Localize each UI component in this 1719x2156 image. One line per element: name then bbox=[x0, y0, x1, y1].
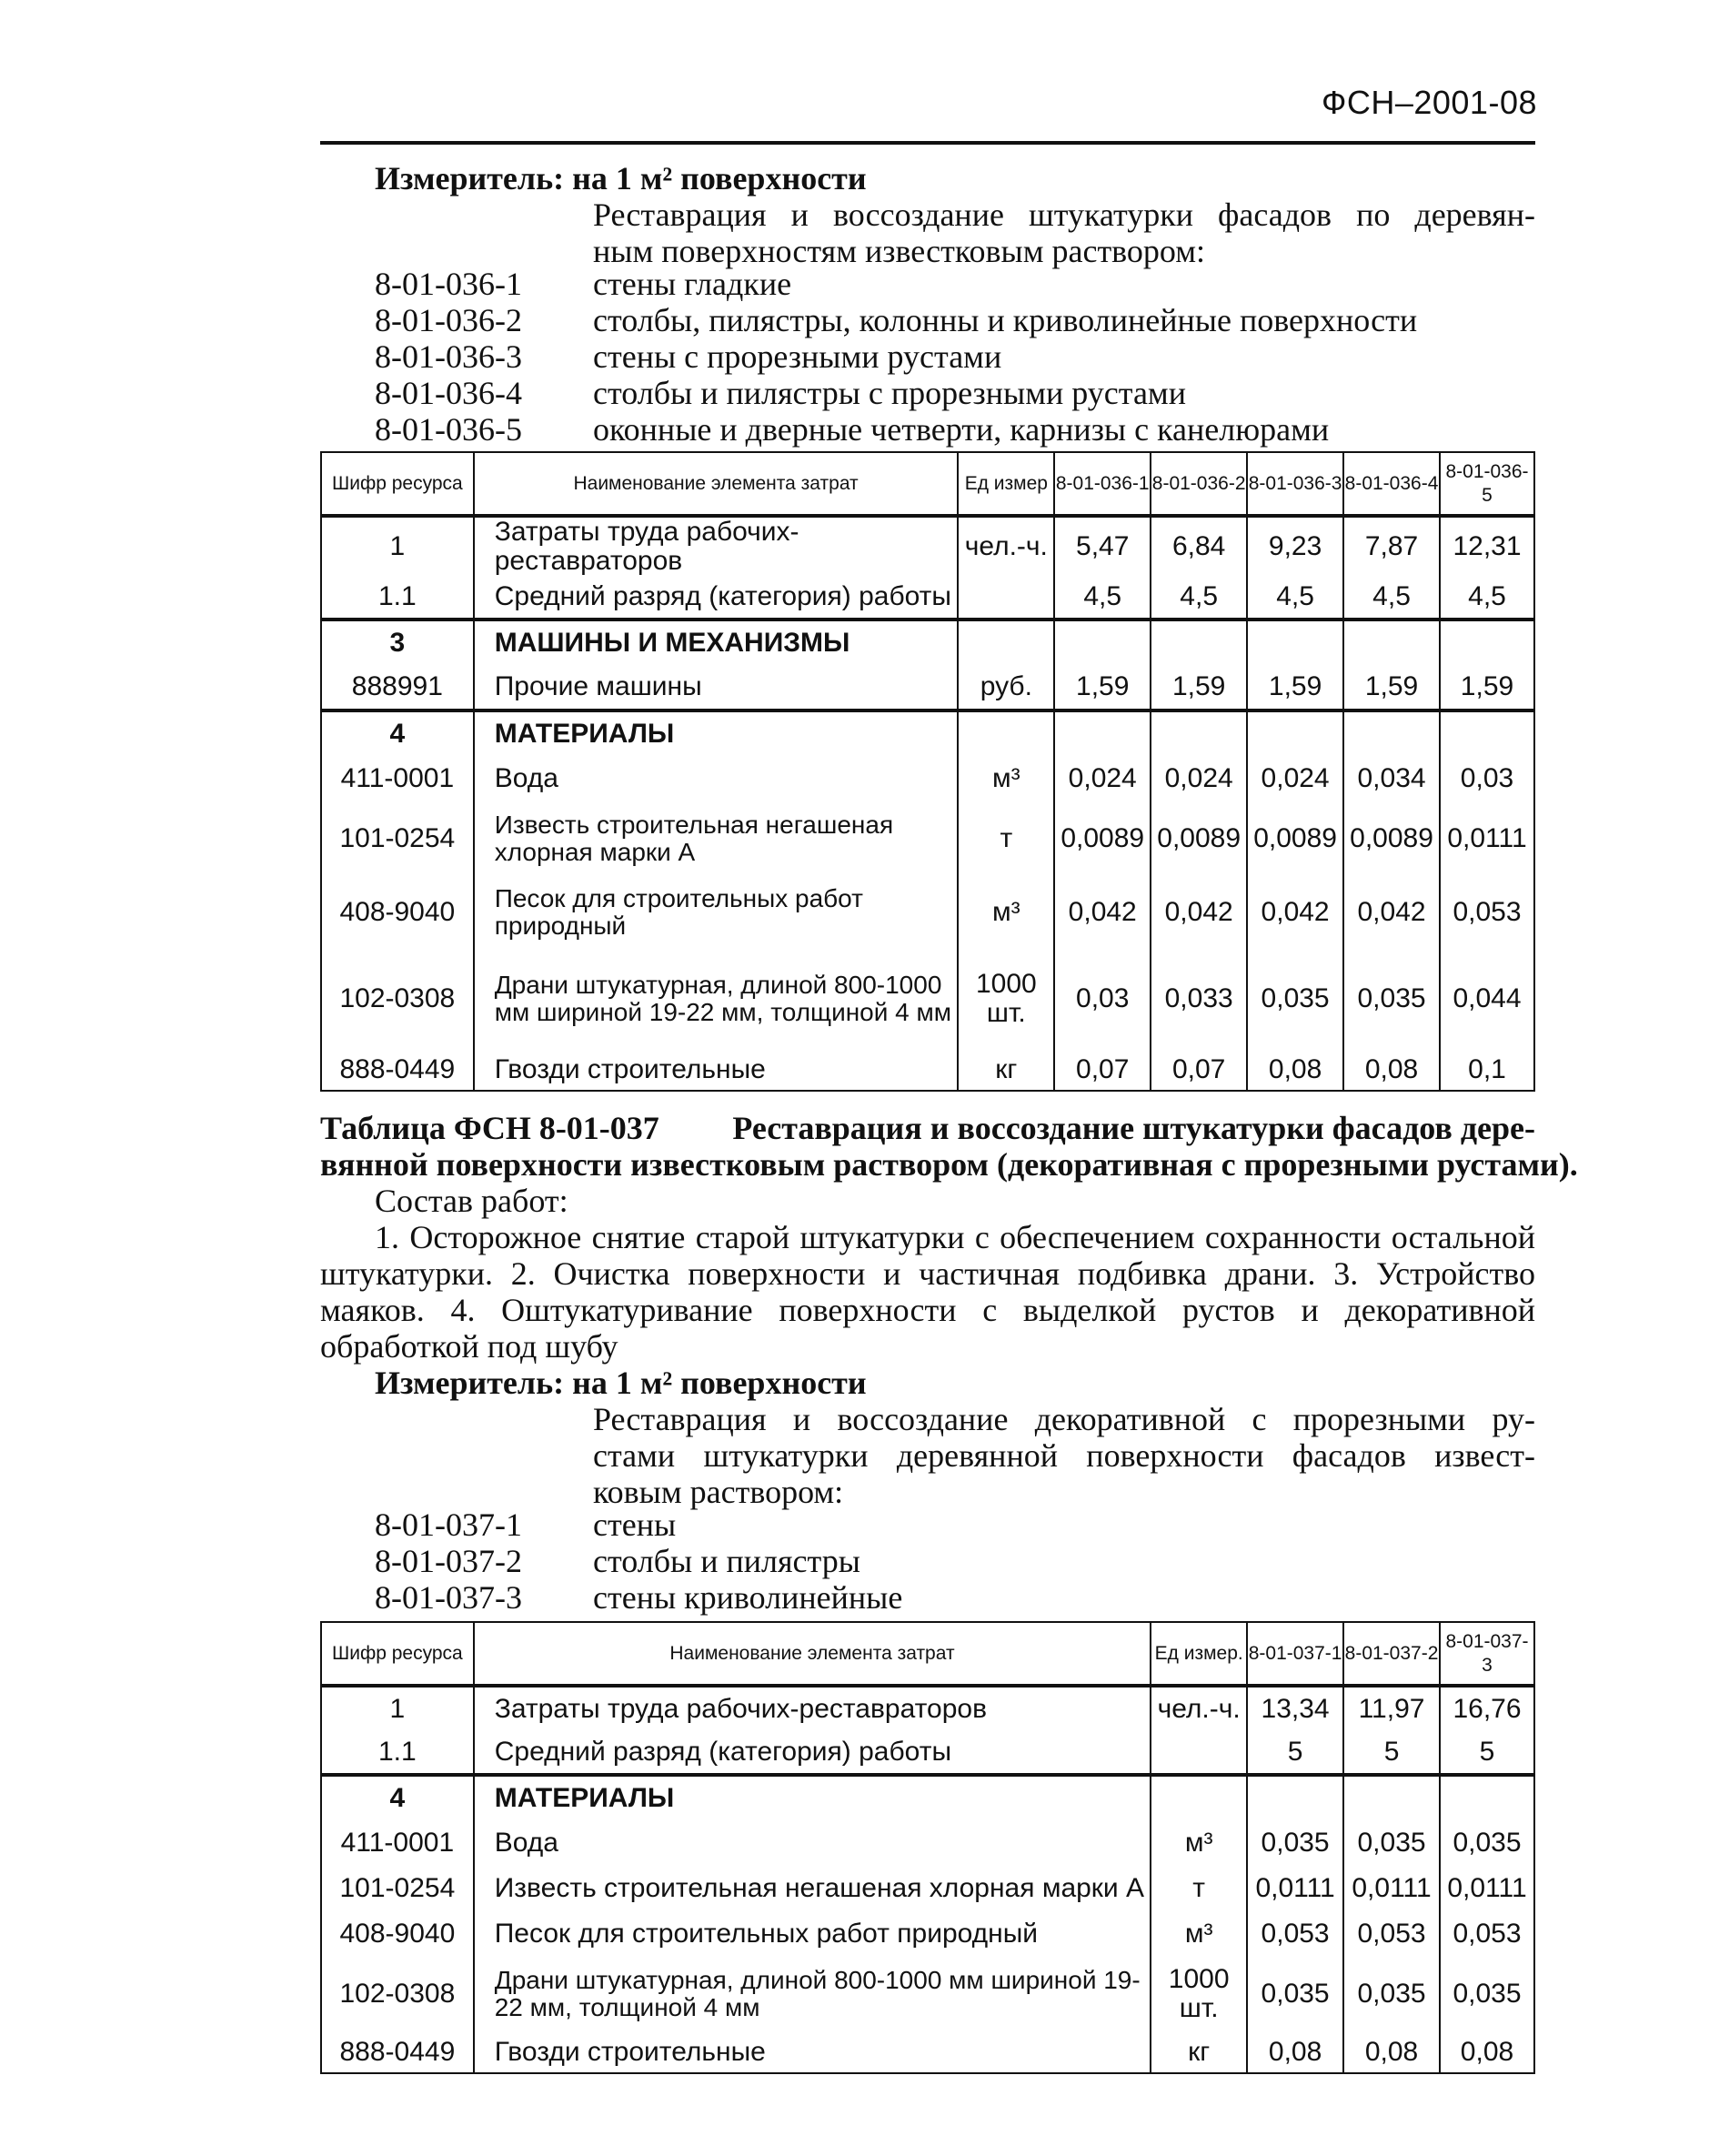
cell-value: 5,47 bbox=[1054, 516, 1151, 576]
cell-value: 0,0111 bbox=[1440, 801, 1534, 876]
position-list bbox=[375, 1506, 902, 1616]
cell-value: 12,31 bbox=[1440, 516, 1534, 576]
cell-name: Драни штукатурная, длиной 800-1000 мм шириной 19-22 мм, толщиной 4 мм bbox=[474, 949, 959, 1049]
header-col: 8-01-036-2 bbox=[1151, 452, 1247, 516]
position-code: 8-01-037-2 bbox=[375, 1543, 522, 1579]
cell-value: 7,87 bbox=[1343, 516, 1440, 576]
cell-value: 0,024 bbox=[1247, 756, 1343, 801]
table-title-desc-cont: вянной поверхности известковым раствором (декоративная с прорезными рустами). bbox=[320, 1146, 1578, 1183]
cell-unit: кг bbox=[958, 1049, 1054, 1091]
position-code: 8-01-037-3 bbox=[375, 1579, 522, 1616]
cell-value: 4,5 bbox=[1440, 576, 1534, 620]
cell-unit: кг bbox=[1151, 2031, 1247, 2073]
resource-table-036 bbox=[320, 451, 1535, 1092]
cell-cipher: 888-0449 bbox=[321, 2031, 474, 2073]
cell-unit: т bbox=[958, 801, 1054, 876]
cell-cipher: 102-0308 bbox=[321, 949, 474, 1049]
cell-value: 0,07 bbox=[1151, 1049, 1247, 1091]
cell-value: 0,0089 bbox=[1247, 801, 1343, 876]
table-row bbox=[321, 2031, 1534, 2073]
position-item bbox=[375, 375, 1417, 411]
cell-value: 0,033 bbox=[1151, 949, 1247, 1049]
header-unit: Ед измер. bbox=[1151, 1622, 1247, 1686]
section-title: МАТЕРИАЛЫ bbox=[474, 1775, 1151, 1820]
header-col: 8-01-037-3 bbox=[1440, 1622, 1534, 1686]
cell-value: 0,044 bbox=[1440, 949, 1534, 1049]
resource-table-037 bbox=[320, 1621, 1535, 2074]
cell-value: 4,5 bbox=[1151, 576, 1247, 620]
header-col: 8-01-036-1 bbox=[1054, 452, 1151, 516]
table-row bbox=[321, 949, 1534, 1049]
meter-heading: Измеритель: на 1 м² поверхности bbox=[375, 1365, 867, 1401]
header-cipher: Шифр ресурса bbox=[321, 452, 474, 516]
cell-value: 0,035 bbox=[1247, 1820, 1343, 1866]
position-desc: стены с прорезными рустами bbox=[593, 338, 1002, 375]
cell-value: 0,035 bbox=[1247, 1957, 1343, 2031]
cell-name: Гвозди строительные bbox=[474, 2031, 1151, 2073]
cell-value: 0,0111 bbox=[1247, 1866, 1343, 1911]
cell-name: Известь строительная негашеная хлорная марки А bbox=[474, 801, 959, 876]
cell-value: 0,03 bbox=[1054, 949, 1151, 1049]
table-row bbox=[321, 1820, 1534, 1866]
cell-name: Затраты труда рабочих-реставраторов bbox=[474, 1686, 1151, 1731]
cell-name: Прочие машины bbox=[474, 665, 959, 710]
position-list bbox=[375, 266, 1417, 448]
cell-value: 0,03 bbox=[1440, 756, 1534, 801]
cell-value: 0,042 bbox=[1343, 876, 1440, 949]
cell-value: 4,5 bbox=[1054, 576, 1151, 620]
position-code: 8-01-036-3 bbox=[375, 338, 522, 375]
section-title: МАТЕРИАЛЫ bbox=[474, 710, 959, 756]
header-col: 8-01-036-5 bbox=[1440, 452, 1534, 516]
position-desc: столбы и пилястры bbox=[593, 1543, 860, 1579]
intro-line: стами штукатурки деревянной поверхности фасадов извест- bbox=[593, 1437, 1535, 1474]
cell-value: 0,08 bbox=[1343, 1049, 1440, 1091]
cell-cipher: 1 bbox=[321, 1686, 474, 1731]
table-row bbox=[321, 1686, 1534, 1731]
header-unit: Ед измер bbox=[958, 452, 1054, 516]
cell-unit: чел.-ч. bbox=[958, 516, 1054, 576]
cell-cipher: 1 bbox=[321, 516, 474, 576]
cell-name: Вода bbox=[474, 1820, 1151, 1866]
cell-name: Песок для строительных работ природный bbox=[474, 876, 959, 949]
section-title: МАШИНЫ И МЕХАНИЗМЫ bbox=[474, 620, 959, 665]
position-item bbox=[375, 1579, 902, 1616]
table-row bbox=[321, 1731, 1534, 1775]
table-row bbox=[321, 756, 1534, 801]
cell-value: 0,0089 bbox=[1054, 801, 1151, 876]
position-item bbox=[375, 1543, 902, 1579]
cell-cipher: 101-0254 bbox=[321, 801, 474, 876]
cell-unit: м³ bbox=[1151, 1911, 1247, 1957]
meter-heading: Измеритель: на 1 м² поверхности bbox=[375, 160, 867, 196]
cell-cipher: 101-0254 bbox=[321, 1866, 474, 1911]
cell-value: 0,0089 bbox=[1343, 801, 1440, 876]
table-row bbox=[321, 576, 1534, 620]
cell-value: 1,59 bbox=[1343, 665, 1440, 710]
table-header-row bbox=[321, 452, 1534, 516]
cell-value: 0,035 bbox=[1440, 1820, 1534, 1866]
intro-line: ковым раствором: bbox=[593, 1474, 844, 1510]
cell-value: 16,76 bbox=[1440, 1686, 1534, 1731]
cell-value: 0,053 bbox=[1343, 1911, 1440, 1957]
table-header-row bbox=[321, 1622, 1534, 1686]
cell-value: 0,042 bbox=[1054, 876, 1151, 949]
cell-unit bbox=[958, 576, 1054, 620]
document-code: ФСН–2001-08 bbox=[1321, 84, 1537, 121]
cell-value: 5 bbox=[1247, 1731, 1343, 1775]
cell-unit: м³ bbox=[958, 876, 1054, 949]
cell-unit: чел.-ч. bbox=[1151, 1686, 1247, 1731]
table-title: Таблица ФСН 8-01-037 bbox=[320, 1110, 659, 1146]
header-col: 8-01-036-4 bbox=[1343, 452, 1440, 516]
works-text: 1. Осторожное снятие старой штукатурки с обеспечением сохранности остальной штукатурки. 2. Очистка поверхности и частичная подбивка драни. 3. Устройство маяков. 4. Оштукатуривание поверхности с выделкой рустов и декоративной обработкой под шубу bbox=[320, 1219, 1535, 1365]
cell-value: 0,08 bbox=[1440, 2031, 1534, 2073]
cell-value: 1,59 bbox=[1440, 665, 1534, 710]
position-item bbox=[375, 411, 1417, 448]
section-row bbox=[321, 620, 1534, 665]
section-cipher: 3 bbox=[321, 620, 474, 665]
cell-value: 0,042 bbox=[1151, 876, 1247, 949]
cell-value: 0,024 bbox=[1054, 756, 1151, 801]
cell-unit bbox=[1151, 1731, 1247, 1775]
position-code: 8-01-036-4 bbox=[375, 375, 522, 411]
position-item bbox=[375, 338, 1417, 375]
cell-unit: т bbox=[1151, 1866, 1247, 1911]
cell-value: 0,07 bbox=[1054, 1049, 1151, 1091]
position-desc: столбы и пилястры с прорезными рустами bbox=[593, 375, 1186, 411]
table-title-desc: Реставрация и воссоздание штукатурки фасадов дере- bbox=[732, 1110, 1535, 1146]
cell-value: 1,59 bbox=[1151, 665, 1247, 710]
cell-value: 0,024 bbox=[1151, 756, 1247, 801]
cell-name: Драни штукатурная, длиной 800-1000 мм шириной 19-22 мм, толщиной 4 мм bbox=[474, 1957, 1151, 2031]
position-item bbox=[375, 302, 1417, 338]
cell-cipher: 1.1 bbox=[321, 1731, 474, 1775]
header-name: Наименование элемента затрат bbox=[474, 1622, 1151, 1686]
cell-name: Песок для строительных работ природный bbox=[474, 1911, 1151, 1957]
cell-name: Вода bbox=[474, 756, 959, 801]
cell-unit: 1000 шт. bbox=[1151, 1957, 1247, 2031]
header-col: 8-01-037-1 bbox=[1247, 1622, 1343, 1686]
cell-value: 0,053 bbox=[1440, 1911, 1534, 1957]
cell-value: 11,97 bbox=[1343, 1686, 1440, 1731]
works-label: Состав работ: bbox=[375, 1183, 568, 1219]
cell-cipher: 408-9040 bbox=[321, 1911, 474, 1957]
cell-value: 0,08 bbox=[1247, 1049, 1343, 1091]
table-row bbox=[321, 1049, 1534, 1091]
position-desc: стены гладкие bbox=[593, 266, 792, 302]
section-row bbox=[321, 1775, 1534, 1820]
cell-value: 9,23 bbox=[1247, 516, 1343, 576]
table-row bbox=[321, 1866, 1534, 1911]
cell-value: 0,0089 bbox=[1151, 801, 1247, 876]
cell-name: Средний разряд (категория) работы bbox=[474, 1731, 1151, 1775]
position-code: 8-01-036-2 bbox=[375, 302, 522, 338]
cell-value: 4,5 bbox=[1247, 576, 1343, 620]
cell-value: 1,59 bbox=[1054, 665, 1151, 710]
intro-line: ным поверхностям известковым раствором: bbox=[593, 233, 1206, 269]
cell-unit: м³ bbox=[958, 756, 1054, 801]
cell-name: Затраты труда рабочих-реставраторов bbox=[474, 516, 959, 576]
cell-name: Известь строительная негашеная хлорная марки А bbox=[474, 1866, 1151, 1911]
cell-unit: руб. bbox=[958, 665, 1054, 710]
position-item bbox=[375, 1506, 902, 1543]
cell-value: 0,035 bbox=[1247, 949, 1343, 1049]
cell-cipher: 411-0001 bbox=[321, 756, 474, 801]
cell-value: 5 bbox=[1343, 1731, 1440, 1775]
cell-name: Средний разряд (категория) работы bbox=[474, 576, 959, 620]
cell-value: 0,053 bbox=[1247, 1911, 1343, 1957]
position-code: 8-01-036-1 bbox=[375, 266, 522, 302]
cell-value: 0,08 bbox=[1343, 2031, 1440, 2073]
position-desc: стены криволинейные bbox=[593, 1579, 903, 1616]
cell-value: 0,053 bbox=[1440, 876, 1534, 949]
section-cipher: 4 bbox=[321, 1775, 474, 1820]
intro-line: Реставрация и воссоздание декоративной с прорезными ру- bbox=[593, 1401, 1535, 1437]
cell-unit: 1000 шт. bbox=[958, 949, 1054, 1049]
header-name: Наименование элемента затрат bbox=[474, 452, 959, 516]
header-col: 8-01-036-3 bbox=[1247, 452, 1343, 516]
cell-cipher: 1.1 bbox=[321, 576, 474, 620]
header-rule bbox=[320, 141, 1535, 145]
table-row bbox=[321, 665, 1534, 710]
cell-cipher: 411-0001 bbox=[321, 1820, 474, 1866]
table-row bbox=[321, 516, 1534, 576]
position-desc: стены bbox=[593, 1506, 677, 1543]
cell-value: 0,035 bbox=[1343, 1957, 1440, 2031]
cell-value: 0,08 bbox=[1247, 2031, 1343, 2073]
cell-cipher: 102-0308 bbox=[321, 1957, 474, 2031]
cell-unit: м³ bbox=[1151, 1820, 1247, 1866]
cell-value: 0,035 bbox=[1440, 1957, 1534, 2031]
table-row bbox=[321, 876, 1534, 949]
cell-value: 6,84 bbox=[1151, 516, 1247, 576]
position-code: 8-01-036-5 bbox=[375, 411, 522, 448]
cell-value: 1,59 bbox=[1247, 665, 1343, 710]
cell-value: 13,34 bbox=[1247, 1686, 1343, 1731]
cell-value: 0,034 bbox=[1343, 756, 1440, 801]
table-row bbox=[321, 1911, 1534, 1957]
table-row bbox=[321, 801, 1534, 876]
section-row bbox=[321, 710, 1534, 756]
header-col: 8-01-037-2 bbox=[1343, 1622, 1440, 1686]
cell-name: Гвозди строительные bbox=[474, 1049, 959, 1091]
cell-cipher: 888-0449 bbox=[321, 1049, 474, 1091]
cell-value: 5 bbox=[1440, 1731, 1534, 1775]
cell-cipher: 408-9040 bbox=[321, 876, 474, 949]
section-cipher: 4 bbox=[321, 710, 474, 756]
cell-value: 0,042 bbox=[1247, 876, 1343, 949]
position-item bbox=[375, 266, 1417, 302]
cell-value: 0,035 bbox=[1343, 949, 1440, 1049]
table-title-line bbox=[320, 1110, 1535, 1146]
header-cipher: Шифр ресурса bbox=[321, 1622, 474, 1686]
table-row bbox=[321, 1957, 1534, 2031]
intro-line: Реставрация и воссоздание штукатурки фасадов по деревян- bbox=[593, 196, 1535, 233]
cell-value: 0,0111 bbox=[1343, 1866, 1440, 1911]
position-code: 8-01-037-1 bbox=[375, 1506, 522, 1543]
position-desc: столбы, пилястры, колонны и криволинейные поверхности bbox=[593, 302, 1418, 338]
cell-value: 4,5 bbox=[1343, 576, 1440, 620]
position-desc: оконные и дверные четверти, карнизы с канелюрами bbox=[593, 411, 1330, 448]
cell-value: 0,1 bbox=[1440, 1049, 1534, 1091]
cell-cipher: 888991 bbox=[321, 665, 474, 710]
cell-value: 0,035 bbox=[1343, 1820, 1440, 1866]
cell-value: 0,0111 bbox=[1440, 1866, 1534, 1911]
